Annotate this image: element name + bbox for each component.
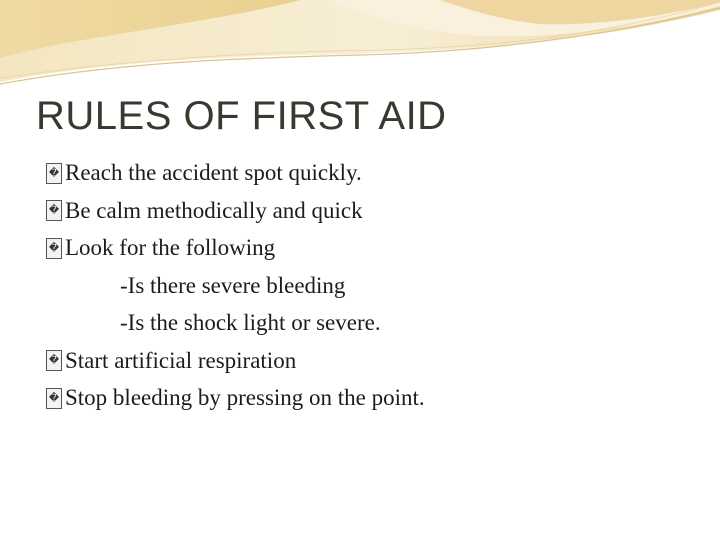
list-item [46,342,696,380]
missing-glyph-icon: � [46,163,62,184]
sub-list-item-text: -Is the shock light or severe. [120,310,381,335]
list-item-text: Start artificial respiration [65,347,297,373]
missing-glyph-icon: � [46,350,62,371]
sub-list-item-text: -Is there severe bleeding [120,272,346,298]
header-swoosh-decoration [0,0,720,100]
missing-glyph-icon: � [46,200,62,221]
list-item [46,192,696,230]
list-item-text: Be calm methodically and quick [65,197,363,223]
missing-glyph-icon: � [46,238,62,259]
slide-title: RULES OF FIRST AID [36,94,447,138]
list-item-text: Reach the accident spot quickly. [65,160,362,185]
missing-glyph-icon: � [46,388,62,409]
list-item-text: Stop bleeding by pressing on the point. [65,385,425,410]
sub-list-item [46,267,696,305]
list-item [46,379,696,417]
bullet-list [46,154,696,417]
list-item [46,229,696,267]
list-item-text: Look for the following [65,235,276,260]
sub-list-item [46,304,696,342]
list-item [46,154,696,192]
